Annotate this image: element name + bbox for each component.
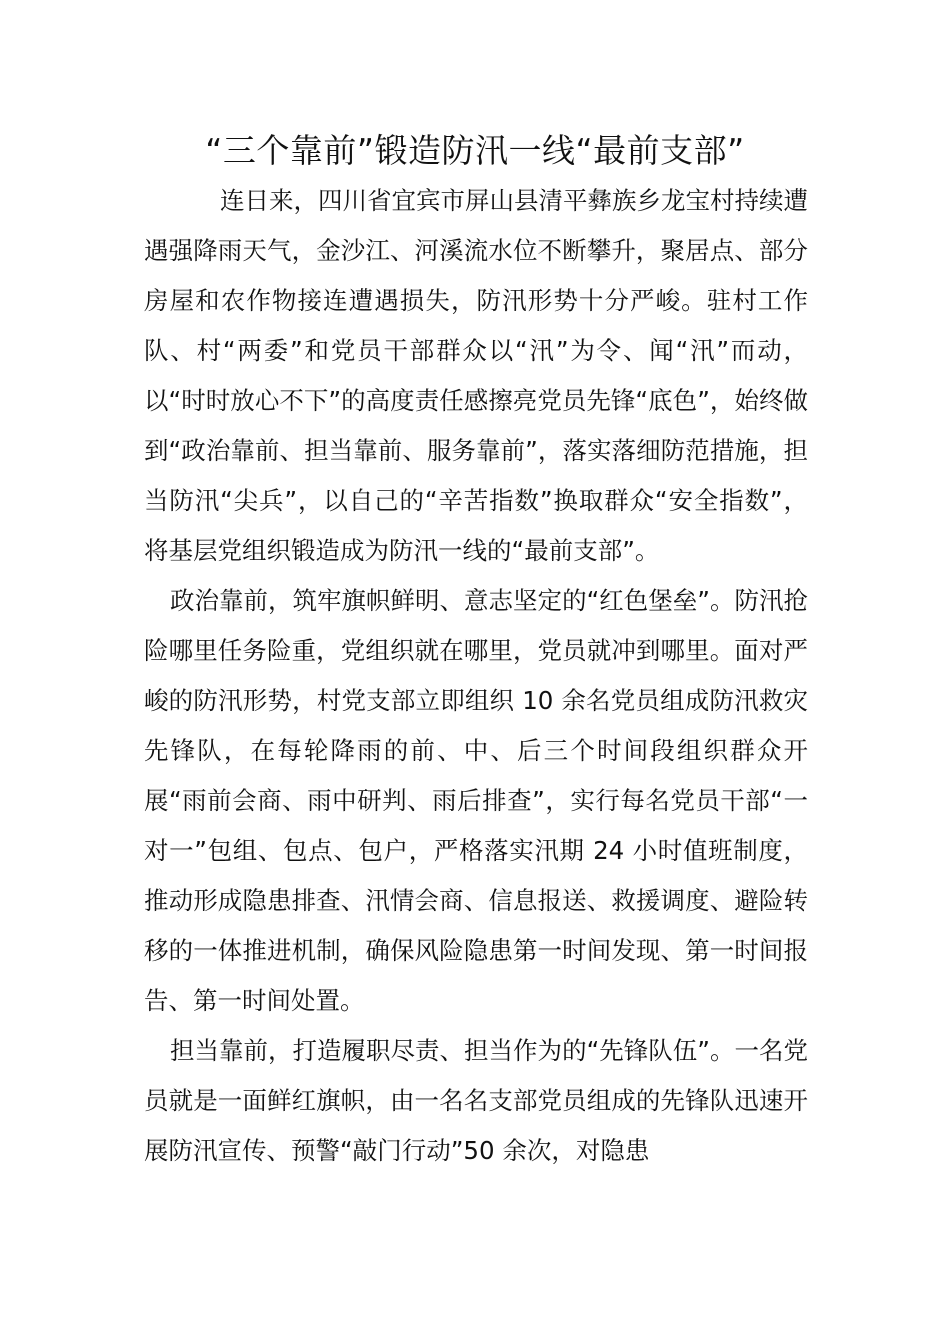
paragraph-political: 政治靠前，筑牢旗帜鲜明、意志坚定的“红色堡垒”。防汛抢险哪里任务险重，党组织就在哪里，党员就冲到哪里。面对严峻的防汛形势，村党支部立即组织 10 余名党员组成防汛救灾先锋队，在每轮降雨的前、中、后三个时间段组织群众开展“雨前会商、雨中研判、雨后排查”，实行每名党员干部“一对一”包组、包点、包户，严格落实汛期 24 小时值班制度，推动形成隐患排查、汛情会商、信息报送、救援调度、避险转移的一体推进机制，确保风险隐患第一时间发现、第一时间报告、第一时间处置。 [144,586,808,1015]
paragraph-intro: 连日来，四川省宜宾市屏山县清平彝族乡龙宝村持续遭遇强降雨天气，金沙江、河溪流水位不断攀升，聚居点、部分房屋和农作物接连遭遇损失，防汛形势十分严峻。驻村工作队、村“两委”和党员干部群众以“汛”为令、闻“汛”而动，以“时时放心不下”的高度责任感擦亮党员先锋“底色”，始终做到“政治靠前、担当靠前、服务靠前”，落实落细防范措施，担当防汛“尖兵”，以自己的“辛苦指数”换取群众“安全指数”，将基层党组织锻造成为防汛一线的“最前支部”。 [144,186,808,565]
paragraph-responsibility: 担当靠前，打造履职尽责、担当作为的“先锋队伍”。一名党员就是一面鲜红旗帜，由一名名支部党员组成的先锋队迅速开展防汛宣传、预警“敲门行动”50 余次，对隐患 [144,1036,808,1165]
document-title: “三个靠前”锻造防汛一线“最前支部” [205,131,745,170]
document-body [144,176,808,1176]
